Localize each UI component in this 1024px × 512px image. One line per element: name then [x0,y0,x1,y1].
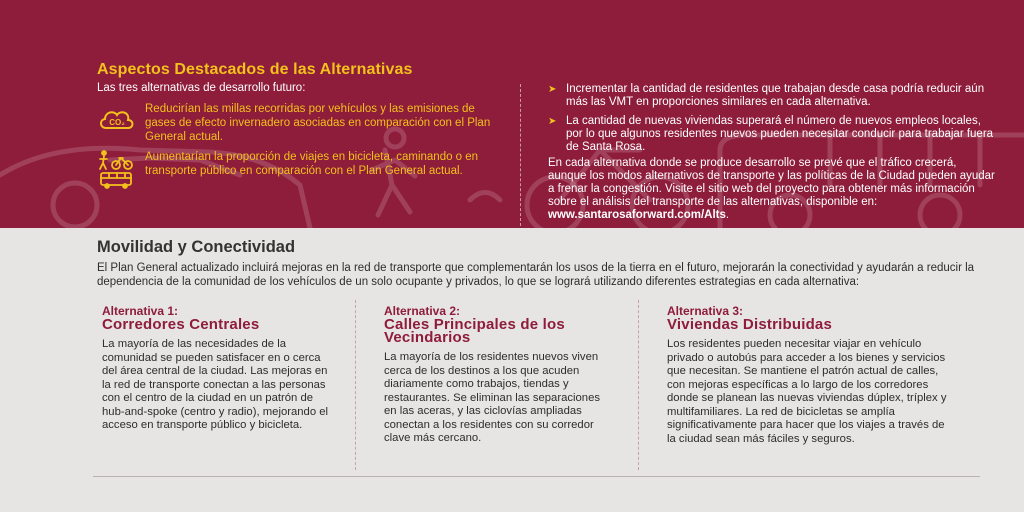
arrow-bullet-icon: ➤ [548,116,557,127]
alternative-3 [667,305,952,446]
co2-cloud-icon [97,102,145,142]
alternative-kicker: Alternativa 2: [384,304,461,318]
highlights-banner [0,0,1024,228]
traffic-paragraph-text: En cada alternativa donde se produce desarrollo se prevé que el tráfico crecerá, aunque los modos alternativos de transporte y las políticas de la Ciudad pueden ayudar a frenar la congestión. Visite el sitio web del proyecto para obtener más información sobre el análisis del transporte de las alternativas, disponible en: [548,157,995,208]
project-website-link[interactable]: www.santarosaforward.com/Alts [548,209,726,221]
alternative-2 [384,305,602,446]
highlight-bullets [548,83,998,160]
highlight-item-modes [97,150,502,190]
highlight-text: Aumentarían la proporción de viajes en bicicleta, caminando o en transporte público en comparación con el Plan General actual. [145,151,479,177]
bottom-rule [93,476,980,477]
section-intro: El Plan General actualizado incluirá mejoras en la red de transporte que complementarán los usos de la tierra en el futuro, mejorarán la conectividad y ayudarán a reducir la dependencia de la comunidad de los vehículos de un solo ocupante y privados, lo que se logrará utilizando diferentes estrategias en cada alternativa: [97,262,975,288]
alternative-1 [102,305,330,433]
alternative-name: Viviendas Distribuidas [667,316,833,333]
alternative-kicker: Alternativa 1: [102,304,179,318]
bullet-item [548,115,998,154]
walk-bike-bus-icon [97,150,145,190]
column-divider [638,300,639,470]
arrow-bullet-icon: ➤ [548,84,557,95]
alternative-kicker: Alternativa 3: [667,304,744,318]
bullet-text: La cantidad de nuevas viviendas superará el número de nuevos empleos locales, por lo que algunos residentes nuevos pueden necesitar conducir para trabajar fuera de Santa Rosa. [566,115,994,153]
bullet-text: Incrementar la cantidad de residentes que trabajan desde casa podría reducir aún más las VMT en proporciones similares en cada alternativa. [566,83,985,108]
traffic-paragraph [548,157,998,222]
bullet-item [548,83,998,109]
highlight-text: Reducirían las millas recorridas por vehículos y las emisiones de gases de efecto invernadero asociadas en comparación con el Plan General actual. [145,103,491,143]
highlights-intro: Las tres alternativas de desarrollo futuro: [97,82,306,94]
highlight-item-emissions [97,102,502,144]
url-suffix: . [725,209,730,221]
highlights-title: Aspectos Destacados de las Alternativas [97,61,413,78]
alternative-name: Calles Principales de los Vecindarios [384,316,565,346]
alternative-body: La mayoría de los residentes nuevos viven cerca de los destinos a los que acuden diariamente como trabajos, tiendas y restaurantes. Se eliminan las separaciones en las aceras, y las ciclovías ampliadas conectan a los residentes con su corredor clave más cercano. [384,351,601,444]
alternative-name: Corredores Centrales [102,316,260,333]
alternative-body: Los residentes pueden necesitar viajar en vehículo privado o autobús para acceder a los bienes y servicios que necesitan. Se mantiene el patrón actual de calles, con mejoras específicas a lo largo de los corredores donde se planean las nuevas viviendas dúplex, tríplex y multifamiliares. La red de bicicletas se amplía significativamente para hacer que los viajes a través de la ciudad sean más fáciles y seguros. [667,338,947,445]
co2-label: CO₂ [109,118,125,127]
alternative-body: La mayoría de las necesidades de la comunidad se pueden satisfacer en o cerca del área central de la ciudad. Las mejoras en la red de transporte conectan a las personas con el centro de la ciudad en un patrón de hub-and-spoke (centro y radio), mejorando el acceso en transporte público y bicicleta. [102,338,329,431]
car-wheel-icon [53,183,97,227]
column-divider [355,300,356,470]
banner-divider [520,84,521,226]
section-title: Movilidad y Conectividad [97,238,296,256]
